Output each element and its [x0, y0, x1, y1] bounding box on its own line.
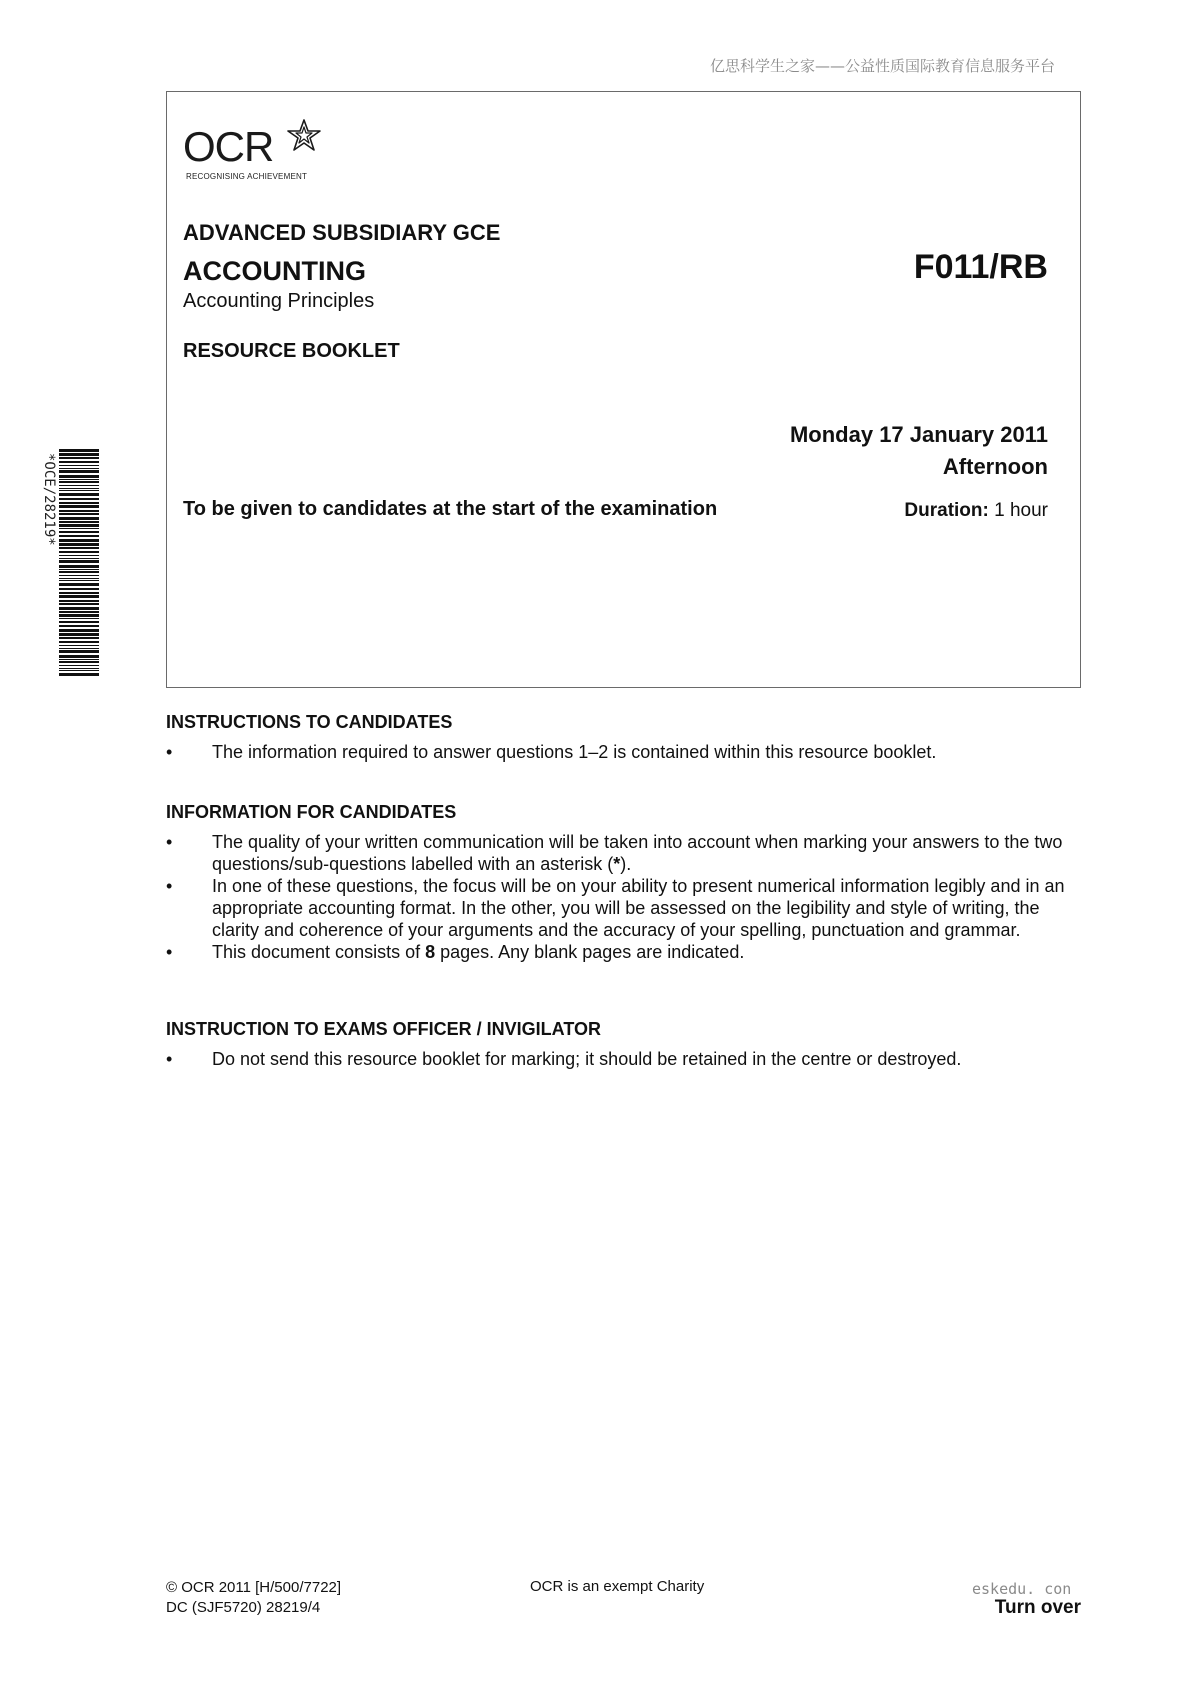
footer-copyright: © OCR 2011 [H/500/7722] — [166, 1579, 342, 1596]
barcode-bar — [59, 637, 99, 639]
barcode-bar — [59, 668, 99, 669]
duration-value: 1 hour — [988, 500, 1048, 521]
barcode-bar — [59, 558, 99, 559]
barcode-bar — [59, 571, 99, 573]
barcode-bar — [59, 595, 99, 598]
barcode-bar — [59, 607, 99, 610]
given-note: To be given to candidates at the start of the examination — [183, 498, 718, 520]
barcode-bar — [59, 565, 99, 568]
barcode-bar — [59, 655, 99, 658]
ocr-logo — [183, 118, 343, 188]
barcode-bar — [59, 481, 99, 483]
barcode-bar — [59, 648, 99, 649]
barcode-bar — [59, 493, 99, 496]
barcode-bar — [59, 457, 99, 459]
barcode-bar — [59, 629, 99, 632]
barcode-bar — [59, 535, 99, 537]
barcode-bar — [59, 465, 99, 466]
barcode-bar — [59, 633, 99, 636]
barcode-bar — [59, 485, 99, 486]
barcode-bar — [59, 498, 99, 500]
barcode-bar — [59, 490, 99, 491]
list-item: • The quality of your written communication will be taken into account when marking your answers to the two questions/sub-questions labelled with an asterisk (*). — [166, 832, 1063, 874]
barcode-bar — [59, 575, 99, 576]
barcode-bar — [59, 560, 99, 563]
barcode-bar — [59, 659, 99, 660]
bullet-icon: • — [166, 1049, 173, 1069]
top-watermark: 亿思科学生之家——公益性质国际教育信息服务平台 — [709, 57, 1055, 75]
barcode-bar — [59, 580, 99, 581]
exam-date: Monday 17 January 2011 — [789, 422, 1048, 447]
barcode-bar — [59, 502, 99, 504]
list-item: • In one of these questions, the focus will be on your ability to present numerical information legibly and in an appropriate accounting format. In the other, you will be assessed on the legibility and style of writing, the clarity and coherence of your arguments and the accuracy of your spelling, punctuation and grammar. — [166, 876, 1065, 940]
paper-code: F011/RB — [913, 248, 1048, 286]
barcode-bar — [59, 449, 99, 452]
barcode-bar — [59, 539, 99, 542]
barcode-bar — [59, 625, 99, 627]
barcode-bar — [59, 614, 99, 617]
barcode-bar — [59, 645, 99, 646]
bullet-icon: • — [166, 942, 173, 962]
barcode-bar — [59, 641, 99, 643]
instructions-list — [166, 741, 1086, 763]
ocr-star-icon — [286, 118, 322, 154]
booklet-title: RESOURCE BOOKLET — [183, 340, 400, 362]
qualification-title: ADVANCED SUBSIDIARY GCE — [183, 220, 501, 245]
barcode-bar — [59, 569, 99, 570]
barcode-bar — [59, 517, 99, 520]
exam-session: Afternoon — [942, 454, 1048, 479]
bullet-icon: • — [166, 876, 173, 896]
list-item: • Do not send this resource booklet for marking; it should be retained in the centre or destroyed. — [166, 1049, 962, 1069]
barcode-bar — [59, 578, 99, 579]
instructions-section — [166, 712, 1086, 763]
barcode-bar — [59, 513, 99, 515]
footer-watermark: eskedu. con — [972, 1580, 1072, 1598]
footer-left — [166, 1578, 341, 1618]
list-item: • This document consists of 8 pages. Any blank pages are indicated. — [166, 942, 745, 962]
barcode-bar — [59, 543, 99, 546]
barcode — [39, 449, 99, 677]
barcode-bar — [59, 621, 99, 623]
barcode-bar — [59, 600, 99, 602]
barcode-bar — [59, 531, 99, 533]
bullet-icon: • — [166, 742, 173, 762]
barcode-bar — [59, 670, 99, 671]
barcode-bar — [59, 510, 99, 512]
information-section — [166, 802, 1086, 963]
barcode-bar — [59, 524, 99, 527]
unit-title: Accounting Principles — [183, 290, 375, 312]
barcode-bar — [59, 505, 99, 508]
barcode-text: *OCE/28219* — [41, 453, 57, 546]
barcode-bar — [59, 673, 99, 676]
barcode-bar — [59, 470, 99, 473]
barcode-bar — [59, 547, 99, 549]
barcode-bar — [59, 528, 99, 529]
officer-section — [166, 1019, 1086, 1070]
cover-box — [166, 91, 1081, 688]
information-heading: INFORMATION FOR CANDIDATES — [166, 802, 457, 822]
barcode-bar — [59, 551, 99, 553]
barcode-bar — [59, 665, 99, 666]
barcode-bar — [59, 588, 99, 590]
barcode-bar — [59, 453, 99, 456]
barcode-bar — [59, 611, 99, 613]
barcode-bar — [59, 618, 99, 619]
barcode-bar — [59, 479, 99, 480]
duration-label: Duration: — [904, 500, 989, 521]
barcode-bar — [59, 468, 99, 469]
barcode-bar — [59, 603, 99, 605]
barcode-bar — [59, 521, 99, 523]
list-item: • The information required to answer questions 1–2 is contained within this resource booklet. — [166, 742, 937, 762]
barcode-bar — [59, 488, 99, 489]
duration — [904, 500, 1048, 522]
turn-over: Turn over — [994, 1597, 1081, 1618]
bullet-icon: • — [166, 832, 173, 852]
barcode-bar — [59, 661, 99, 663]
barcode-bar — [59, 592, 99, 594]
ocr-wordmark: OCR — [183, 123, 274, 170]
instructions-heading: INSTRUCTIONS TO CANDIDATES — [166, 712, 453, 732]
barcode-bar — [59, 650, 99, 653]
officer-list — [166, 1048, 1086, 1070]
barcode-bar — [59, 461, 99, 463]
information-list — [166, 831, 1086, 963]
barcode-bar — [59, 475, 99, 478]
barcode-bar — [59, 583, 99, 586]
ocr-tagline: RECOGNISING ACHIEVEMENT — [186, 172, 308, 181]
footer-code: DC (SJF5720) 28219/4 — [166, 1599, 321, 1616]
barcode-bar — [59, 555, 99, 556]
officer-heading: INSTRUCTION TO EXAMS OFFICER / INVIGILATOR — [166, 1019, 602, 1039]
footer-charity: OCR is an exempt Charity — [530, 1578, 705, 1595]
subject-title: ACCOUNTING — [183, 256, 366, 286]
